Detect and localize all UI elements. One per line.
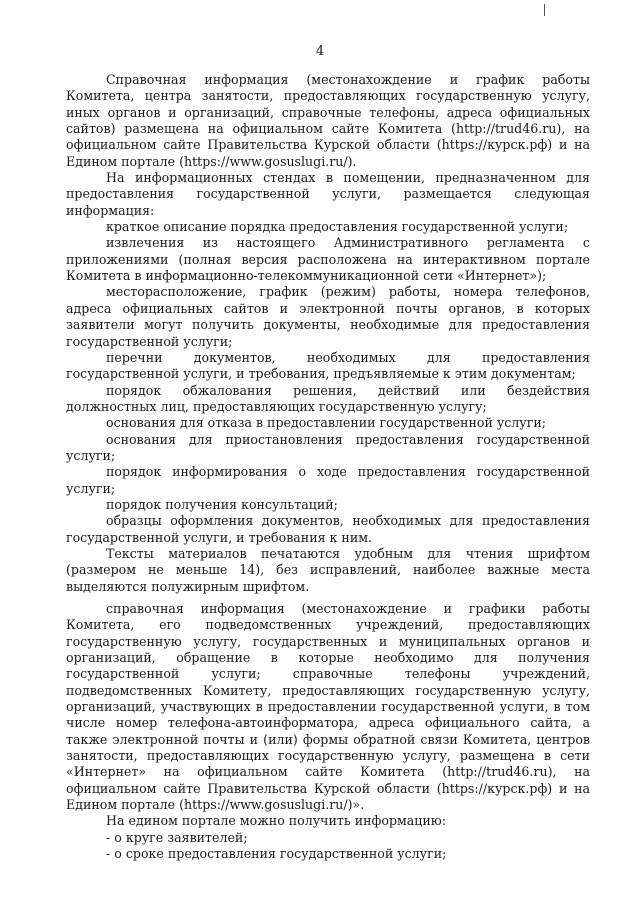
paragraph-portal-info: На едином портале можно получить информацию:: [106, 813, 447, 829]
paragraph-reference-info-extended: справочная информация (местонахождение и графики работы Комитета, его подведомственных учреждений, предоставляющих государственную услугу, государственных и муниципальных органов и организаций, обращение в которые необходимо для получения государственной услуги; справочные телефоны учреждений, подведомственных Комитету, предоставляющих государственную услугу, организаций, участвующих в предоставлении государственной услуги, в том числе номер телефона-автоинформатора, адреса официального сайта, а также электронной почты и (или) формы обратной связи Комитета, центров занятости, предоставляющих государственную услугу, размещена в сети «Интернет» на официальном сайте Комитета (http://trud46.ru), на официальном сайте Правительства Курской области (https://курск.рф) и на Едином портале (https://www.gosuslugi.ru/)».: [66, 601, 590, 813]
list-item-refusal-grounds: основания для отказа в предоставлении государственной услуги;: [106, 415, 546, 431]
list-item-service-term: - о сроке предоставления государственной услуги;: [106, 846, 447, 862]
paragraph-font-requirements: Тексты материалов печатаются удобным для чтения шрифтом (размером не меньше 14), без исправлений, наиболее важные места выделяются полужирным шрифтом.: [66, 545, 590, 594]
list-item-brief-description: краткое описание порядка предоставления государственной услуги;: [106, 219, 569, 235]
list-item-applicants: - о круге заявителей;: [106, 829, 248, 845]
list-item-location-schedule: месторасположение, график (режим) работы, номера телефонов, адреса официальных сайтов и электронной почты органов, в которых заявители могут получить документы, необходимые для предоставления государственной услуги;: [66, 284, 590, 349]
list-item-appeal-procedure: порядок обжалования решения, действий или бездействия должностных лиц, предоставляющих государственную услугу;: [66, 382, 590, 414]
page-number: 4: [315, 44, 325, 59]
document-body: [66, 72, 590, 863]
scan-edge-mark: [544, 4, 545, 16]
list-item-suspension-grounds: основания для приостановления предоставления государственной услуги;: [66, 431, 590, 463]
list-item-progress-informing: порядок информирования о ходе предоставления государственной услуги;: [66, 464, 590, 496]
paragraph-info-stands: На информационных стендах в помещении, предназначенном для предоставления государственной услуги, размещается следующая информация:: [66, 170, 590, 218]
list-item-document-lists: перечни документов, необходимых для предоставления государственной услуги, и требования, предъявляемые к этим документам;: [66, 349, 590, 382]
list-item-document-samples: образцы оформления документов, необходимых для предоставления государственной услуги, и требования к ним.: [66, 513, 590, 545]
list-item-regulation-extracts: извлечения из настоящего Административного регламента с приложениями (полная версия расположена на интерактивном портале Комитета в информационно-телекоммуникационной сети «Интернет»);: [66, 235, 590, 284]
paragraph-reference-info: Справочная информация (местонахождение и график работы Комитета, центра занятости, предоставляющих государственную услугу, иных органов и организаций, справочные телефоны, адреса официальных сайтов) размещена на официальном сайте Комитета (http://trud46.ru), на официальном сайте Правительства Курской области (https://курск.рф) и на Едином портале (https://www.gosuslugi.ru/).: [66, 72, 590, 169]
list-item-consultations: порядок получения консультаций;: [106, 496, 338, 512]
